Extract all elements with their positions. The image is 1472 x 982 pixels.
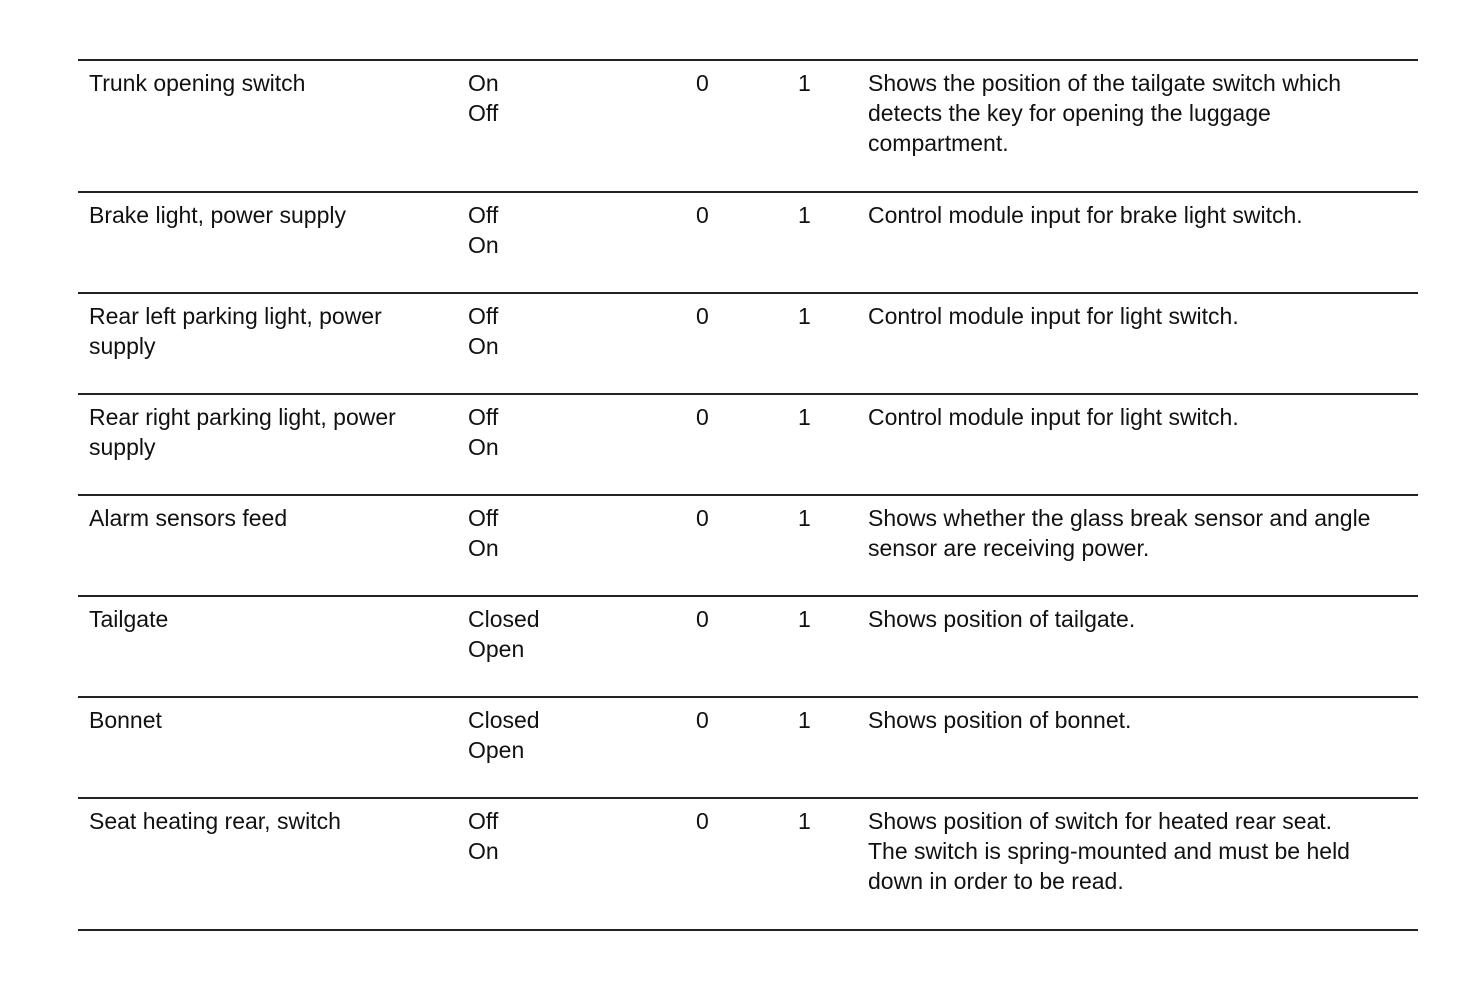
- table-row: [78, 393, 1418, 494]
- value-0: 0: [696, 505, 709, 531]
- value-1: 1: [798, 404, 811, 430]
- signal-states: [468, 604, 628, 664]
- state-value: Off: [468, 404, 499, 430]
- signal-states: [468, 705, 628, 765]
- signal-states: [468, 806, 628, 866]
- table-bottom-rule: [78, 929, 1418, 931]
- signal-description: Control module input for brake light switch.: [868, 202, 1303, 228]
- value-1: 1: [798, 70, 811, 96]
- signal-name: Bonnet: [89, 707, 162, 733]
- value-0: 0: [696, 707, 709, 733]
- state-value: Off: [468, 303, 499, 329]
- state-value: Open: [468, 636, 525, 662]
- value-0: 0: [696, 70, 709, 96]
- state-value: On: [468, 70, 499, 96]
- signal-name: Rear left parking light, power supply: [89, 303, 382, 359]
- signal-states: [468, 200, 628, 260]
- value-0: 0: [696, 303, 709, 329]
- state-value: Off: [468, 100, 499, 126]
- state-value: On: [468, 232, 499, 258]
- table-row: [78, 797, 1418, 929]
- value-0: 0: [696, 808, 709, 834]
- state-value: On: [468, 838, 499, 864]
- value-1: 1: [798, 505, 811, 531]
- signal-description: Control module input for light switch.: [868, 404, 1239, 430]
- table-row: [78, 292, 1418, 393]
- table-row: [78, 494, 1418, 595]
- signal-name: Seat heating rear, switch: [89, 808, 341, 834]
- value-0: 0: [696, 404, 709, 430]
- value-1: 1: [798, 606, 811, 632]
- signal-description: Shows the position of the tailgate switch which detects the key for opening the luggage compartment.: [868, 70, 1342, 156]
- state-value: Closed: [468, 707, 540, 733]
- signal-states: [468, 402, 628, 462]
- signal-table: [78, 59, 1418, 931]
- state-value: On: [468, 535, 499, 561]
- signal-name: Brake light, power supply: [89, 202, 346, 228]
- value-1: 1: [798, 707, 811, 733]
- signal-description: Shows position of bonnet.: [868, 707, 1132, 733]
- table-row: [78, 595, 1418, 696]
- state-value: Off: [468, 505, 499, 531]
- table-row: [78, 59, 1418, 191]
- signal-name: Trunk opening switch: [89, 70, 306, 96]
- signal-description: Shows whether the glass break sensor and angle sensor are receiving power.: [868, 505, 1371, 561]
- signal-states: [468, 301, 628, 361]
- table-row: [78, 696, 1418, 797]
- signal-name: Rear right parking light, power supply: [89, 404, 396, 460]
- signal-states: [468, 68, 628, 128]
- state-value: Open: [468, 737, 525, 763]
- state-value: Closed: [468, 606, 540, 632]
- value-0: 0: [696, 606, 709, 632]
- signal-description: Control module input for light switch.: [868, 303, 1239, 329]
- state-value: Off: [468, 808, 499, 834]
- value-0: 0: [696, 202, 709, 228]
- signal-description: Shows position of switch for heated rear seat. The switch is spring-mounted and must be held down in order to be read.: [868, 808, 1350, 894]
- signal-states: [468, 503, 628, 563]
- signal-description: Shows position of tailgate.: [868, 606, 1136, 632]
- state-value: On: [468, 434, 499, 460]
- signal-name: Alarm sensors feed: [89, 505, 288, 531]
- table-row: [78, 191, 1418, 292]
- value-1: 1: [798, 303, 811, 329]
- value-1: 1: [798, 808, 811, 834]
- signal-name: Tailgate: [89, 606, 169, 632]
- state-value: On: [468, 333, 499, 359]
- state-value: Off: [468, 202, 499, 228]
- value-1: 1: [798, 202, 811, 228]
